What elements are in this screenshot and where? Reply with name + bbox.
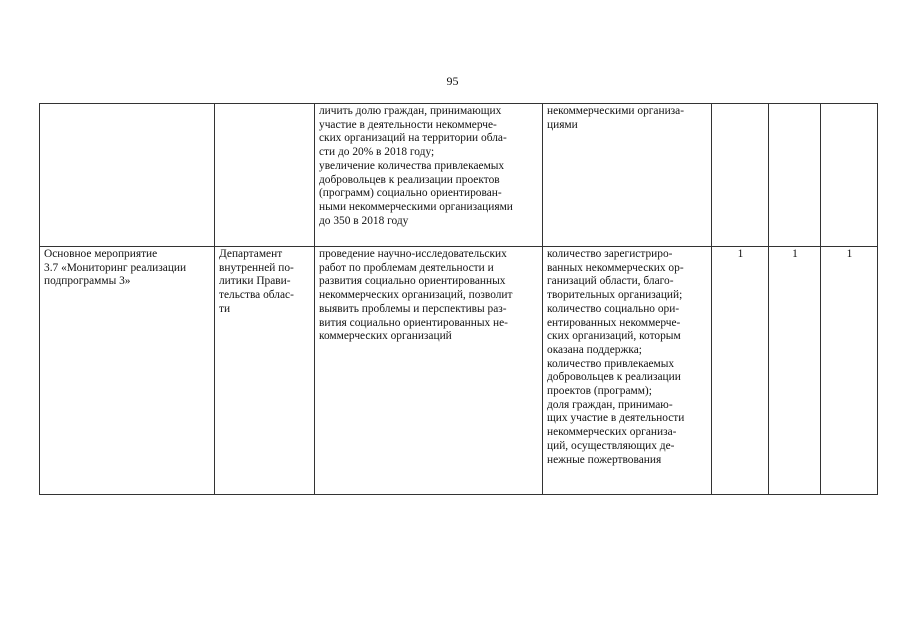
value-cell-3 — [821, 104, 878, 247]
indicator-cell: количество зарегистриро- ванных некоммерческих ор- ганизаций области, благо- творительных организаций; количество социально ори- ентированных некоммерче- ских организаций, которым оказана поддержка; количество привлекаемых добровольцев к реализации проектов (программ); доля граждан, принимаю- щих участие в деятельности некоммерческих организа- ций, осуществляющих де- нежные пожертвования — [543, 247, 712, 495]
value-cell-2 — [769, 104, 821, 247]
value-cell-2: 1 — [769, 247, 821, 495]
executor-cell — [215, 104, 315, 247]
executor-cell: Департамент внутренней по- литики Прави- тельства облас- ти — [215, 247, 315, 495]
table-row — [40, 247, 878, 495]
value-cell-1: 1 — [712, 247, 769, 495]
activity-cell: Основное мероприятие 3.7 «Мониторинг реализации подпрограммы 3» — [40, 247, 215, 495]
result-cell: проведение научно-исследовательских работ по проблемам деятельности и развития социально ориентированных некоммерческих организаций, позволит выявить проблемы и перспективы раз- вития социально ориентированных не- коммерческих организаций — [315, 247, 543, 495]
page-number: 95 — [446, 74, 459, 88]
table-row — [40, 104, 878, 247]
value-cell-3: 1 — [821, 247, 878, 495]
program-table — [39, 103, 878, 495]
result-cell: личить долю граждан, принимающих участие в деятельности некоммерче- ских организаций на территории обла- сти до 20% в 2018 году; увеличение количества привлекаемых добровольцев к реализации проектов (программ) социально ориентирован- ными некоммерческими организациями до 350 в 2018 году — [315, 104, 543, 247]
activity-cell — [40, 104, 215, 247]
value-cell-1 — [712, 104, 769, 247]
indicator-cell: некоммерческими организа- циями — [543, 104, 712, 247]
